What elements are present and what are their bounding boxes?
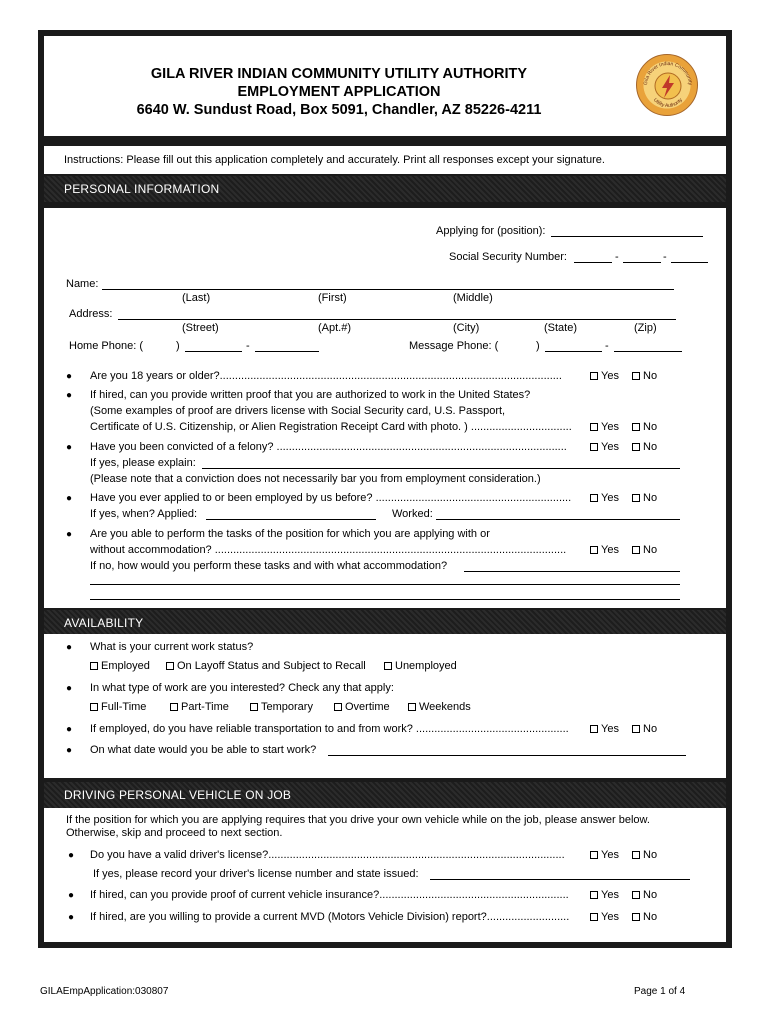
checkbox-icon[interactable] (632, 851, 640, 859)
felony-explain-input[interactable] (202, 468, 680, 469)
applying-for-input[interactable] (551, 236, 703, 237)
bullet: ● (66, 683, 73, 694)
message-phone-label: Message Phone: ( (409, 340, 499, 352)
bullet: ● (66, 493, 73, 504)
q-perform-how-label: If no, how would you perform these tasks and with what accommodation? (90, 560, 448, 572)
name-first-caption: (First) (318, 292, 347, 304)
checkbox-icon[interactable] (90, 662, 98, 670)
q-start-date-text: On what date would you be able to start work? (90, 744, 317, 756)
address-state-caption: (State) (544, 322, 578, 334)
bullet: ● (66, 390, 73, 401)
name-last-caption: (Last) (182, 292, 211, 304)
q-insurance-text: If hired, can you provide proof of current vehicle insurance?.............................................................. (90, 889, 569, 901)
form-title: EMPLOYMENT APPLICATION (237, 84, 441, 100)
gila-river-utility-authority-seal-icon (636, 54, 698, 116)
instructions-panel (44, 146, 726, 174)
q-mvd-yes[interactable]: Yes (590, 911, 619, 924)
q-worked-label: Worked: (392, 508, 433, 520)
message-phone-paren: ) (536, 340, 540, 352)
checkbox-icon[interactable] (590, 913, 598, 921)
checkbox-icon[interactable] (590, 851, 598, 859)
q-applied-before-no[interactable]: No (632, 492, 657, 505)
home-phone-dash: - (246, 340, 250, 352)
checkbox-icon[interactable] (590, 725, 598, 733)
q-age-text: Are you 18 years or older?................................................................................................................ (90, 370, 562, 382)
bullet: ● (66, 642, 73, 653)
name-input[interactable] (102, 289, 674, 290)
q-transportation-no[interactable]: No (632, 723, 657, 736)
address-city-caption: (City) (453, 322, 480, 334)
message-phone-number-input[interactable] (614, 351, 682, 352)
bullet: ● (66, 745, 73, 756)
type-part-time-option[interactable]: Part-Time (170, 701, 229, 714)
logo-text-bottom: Utility Authority (652, 97, 684, 110)
title-box (44, 36, 726, 136)
bullet: ● (68, 850, 75, 861)
accommodation-input-2[interactable] (90, 584, 680, 585)
instructions-text: Instructions: Please fill out this application completely and accurately. Print all responses except your signature. (64, 154, 605, 166)
accommodation-input-1[interactable] (464, 571, 680, 572)
home-phone-prefix-input[interactable] (185, 351, 242, 352)
bullet: ● (66, 724, 73, 735)
ssn-dash-2: - (663, 251, 667, 263)
q-felony-explain-label: If yes, please explain: (90, 457, 196, 469)
accommodation-input-3[interactable] (90, 599, 680, 600)
availability-title: AVAILABILITY (64, 616, 144, 630)
q-perform-text-2: without accommodation? ................................................................................................................... (90, 544, 567, 556)
home-phone-paren: ) (176, 340, 180, 352)
q-perform-text-1: Are you able to perform the tasks of the position for which you are applying with or (90, 528, 490, 540)
type-overtime-option[interactable]: Overtime (334, 701, 390, 714)
driving-title: DRIVING PERSONAL VEHICLE ON JOB (64, 788, 292, 802)
checkbox-icon[interactable] (408, 703, 416, 711)
q-age-no[interactable]: No (632, 370, 657, 383)
q-work-type-text: In what type of work are you interested? Check any that apply: (90, 682, 394, 694)
q-transportation-yes[interactable]: Yes (590, 723, 619, 736)
checkbox-icon[interactable] (170, 703, 178, 711)
q-applied-before-yes[interactable]: Yes (590, 492, 619, 505)
personal-info-panel (44, 208, 726, 608)
status-layoff-option[interactable]: On Layoff Status and Subject to Recall (166, 660, 366, 673)
bullet: ● (68, 912, 75, 923)
q-mvd-text: If hired, are you willing to provide a current MVD (Motors Vehicle Division) report?........................... (90, 911, 570, 923)
checkbox-icon[interactable] (166, 662, 174, 670)
q-felony-yes[interactable]: Yes (590, 441, 619, 454)
bullet: ● (68, 890, 75, 901)
checkbox-icon[interactable] (250, 703, 258, 711)
logo-text-top: Gila River Indian Community (642, 60, 694, 86)
org-address: 6640 W. Sundust Road, Box 5091, Chandler, AZ 85226-4211 (136, 102, 542, 118)
home-phone-number-input[interactable] (255, 351, 319, 352)
ssn-dash-1: - (615, 251, 619, 263)
address-label: Address: (69, 308, 113, 320)
q-applied-before-text: Have you ever applied to or been employed by us before? ................................................................ (90, 492, 572, 504)
q-felony-text: Have you been convicted of a felony? ............................................................................................... (90, 441, 567, 453)
q-authorized-text-3: Certificate of U.S. Citizenship, or Alien Registration Receipt Card with photo. ) ................................. (90, 421, 572, 433)
checkbox-icon[interactable] (90, 703, 98, 711)
message-phone-prefix-input[interactable] (545, 351, 602, 352)
checkbox-icon[interactable] (590, 372, 598, 380)
checkbox-icon[interactable] (334, 703, 342, 711)
address-street-caption: (Street) (182, 322, 219, 334)
checkbox-icon[interactable] (632, 372, 640, 380)
checkbox-icon[interactable] (632, 443, 640, 451)
type-full-time-option[interactable]: Full-Time (90, 701, 146, 714)
q-insurance-no[interactable]: No (632, 889, 657, 902)
checkbox-icon[interactable] (632, 725, 640, 733)
q-license-record-label: If yes, please record your driver's license number and state issued: (93, 868, 419, 880)
bullet: ● (66, 529, 73, 540)
checkbox-icon[interactable] (590, 494, 598, 502)
license-number-input[interactable] (430, 879, 690, 880)
type-temporary-option[interactable]: Temporary (250, 701, 313, 714)
personal-info-title: PERSONAL INFORMATION (64, 182, 220, 196)
q-perform-no[interactable]: No (632, 544, 657, 557)
checkbox-icon[interactable] (590, 891, 598, 899)
q-felony-no[interactable]: No (632, 441, 657, 454)
address-zip-caption: (Zip) (634, 322, 657, 334)
q-license-text: Do you have a valid driver's license?................................................................................................. (90, 849, 565, 861)
personal-info-header (44, 176, 726, 202)
address-apt-caption: (Apt.#) (318, 322, 352, 334)
availability-header (44, 610, 726, 636)
checkbox-icon[interactable] (632, 546, 640, 554)
type-weekends-option[interactable]: Weekends (408, 701, 471, 714)
status-unemployed-option[interactable]: Unemployed (384, 660, 457, 673)
worked-date-input[interactable] (436, 519, 680, 520)
availability-panel (44, 634, 726, 778)
checkbox-icon[interactable] (632, 891, 640, 899)
ssn-part2-input[interactable] (623, 262, 661, 263)
checkbox-icon[interactable] (590, 443, 598, 451)
q-license-no[interactable]: No (632, 849, 657, 862)
q-authorized-yes[interactable]: Yes (590, 421, 619, 434)
checkbox-icon[interactable] (632, 913, 640, 921)
q-insurance-yes[interactable]: Yes (590, 889, 619, 902)
q-mvd-no[interactable]: No (632, 911, 657, 924)
start-date-input[interactable] (328, 755, 686, 756)
driving-panel (44, 808, 726, 942)
status-employed-option[interactable]: Employed (90, 660, 150, 673)
driving-intro-2: Otherwise, skip and proceed to next section. (66, 827, 283, 839)
ssn-part3-input[interactable] (671, 262, 708, 263)
q-authorized-text-2: (Some examples of proof are drivers license with Social Security card, U.S. Passport, (90, 405, 506, 417)
checkbox-icon[interactable] (590, 546, 598, 554)
applied-date-input[interactable] (206, 519, 376, 520)
q-age-yes[interactable]: Yes (590, 370, 619, 383)
page-number: Page 1 of 4 (634, 986, 686, 997)
name-middle-caption: (Middle) (453, 292, 493, 304)
q-transportation-text: If employed, do you have reliable transportation to and from work? .................................................. (90, 723, 569, 735)
applying-for-label: Applying for (position): (436, 225, 546, 237)
q-authorized-text-1: If hired, can you provide written proof that you are authorized to work in the United States? (90, 389, 531, 401)
name-label: Name: (66, 278, 99, 290)
q-applied-when-label: If yes, when? Applied: (90, 508, 198, 520)
form-id: GILAEmpApplication:030807 (40, 986, 169, 997)
bullet: ● (66, 371, 73, 382)
q-work-status-text: What is your current work status? (90, 641, 254, 653)
checkbox-icon[interactable] (632, 494, 640, 502)
bullet: ● (66, 442, 73, 453)
checkbox-icon[interactable] (590, 423, 598, 431)
ssn-label: Social Security Number: (449, 251, 567, 263)
q-license-yes[interactable]: Yes (590, 849, 619, 862)
checkbox-icon[interactable] (632, 423, 640, 431)
checkbox-icon[interactable] (384, 662, 392, 670)
home-phone-label: Home Phone: ( (69, 340, 143, 352)
driving-intro-1: If the position for which you are applying requires that you drive your own vehicle while on the job, please answer below. (66, 814, 650, 826)
message-phone-dash: - (605, 340, 609, 352)
q-authorized-no[interactable]: No (632, 421, 657, 434)
ssn-part1-input[interactable] (574, 262, 612, 263)
q-perform-yes[interactable]: Yes (590, 544, 619, 557)
q-felony-note: (Please note that a conviction does not necessarily bar you from employment consideration.) (90, 473, 541, 485)
address-input[interactable] (118, 319, 676, 320)
driving-header (44, 782, 726, 808)
org-name: GILA RIVER INDIAN COMMUNITY UTILITY AUTHORITY (150, 66, 528, 82)
